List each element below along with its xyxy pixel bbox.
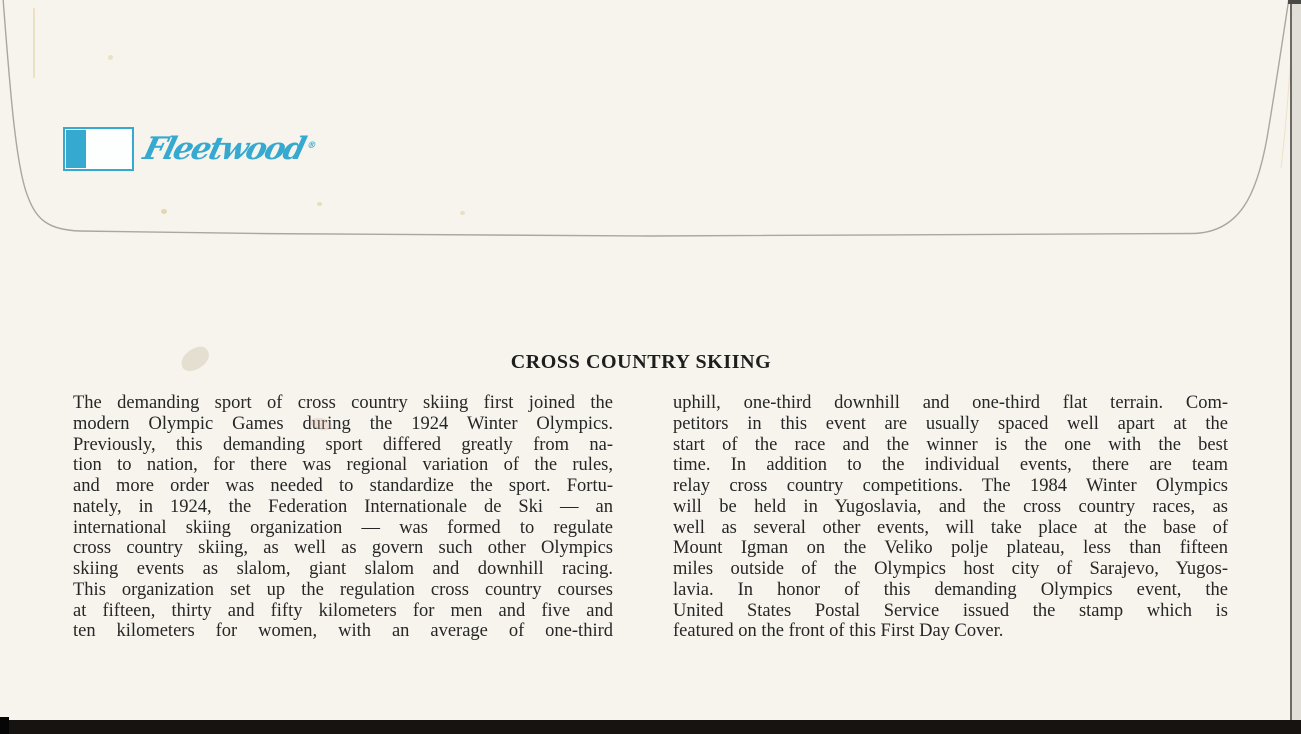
scan-speck bbox=[460, 211, 465, 215]
scan-bottom-edge bbox=[0, 720, 1301, 734]
article-line: start of the race and the winner is the one with the best bbox=[673, 434, 1228, 455]
scan-speck bbox=[33, 8, 35, 78]
article-line: at fifteen, thirty and fifty kilometers for men and five and bbox=[73, 600, 613, 621]
article-line: cross country skiing, as well as govern such other Olympics bbox=[73, 538, 613, 559]
article-line: miles outside of the Olympics host city of Sarajevo, Yugos- bbox=[673, 559, 1228, 579]
fleetwood-logo-wordmark bbox=[139, 130, 319, 167]
article-line: will be held in Yugoslavia, and the cross country races, as bbox=[673, 496, 1228, 517]
article-line: nately, in 1924, the Federation Internationale de Ski — an bbox=[73, 496, 613, 517]
fleetwood-logo bbox=[63, 127, 318, 171]
fleetwood-logo-fill bbox=[66, 130, 86, 168]
article-line: featured on the front of this First Day Cover. bbox=[673, 621, 1004, 642]
scan-speck bbox=[108, 55, 113, 60]
article-line: relay cross country competitions. The 1984 Winter Olympics bbox=[673, 476, 1228, 496]
article-column-left bbox=[73, 393, 613, 642]
article-line: international skiing organization — was formed to regulate bbox=[73, 517, 613, 538]
article-line: lavia. In honor of this demanding Olympics event, the bbox=[673, 579, 1228, 600]
article-line: time. In addition to the individual events, there are team bbox=[673, 455, 1228, 476]
registered-trademark: ® bbox=[305, 140, 318, 151]
article-line: tion to nation, for there was regional variation of the rules, bbox=[73, 455, 613, 476]
scan-speck bbox=[317, 202, 322, 206]
article-line: and more order was needed to standardize the sport. Fortu- bbox=[73, 476, 613, 496]
scan-top-right-corner bbox=[1288, 0, 1301, 4]
scan-right-edge bbox=[1290, 0, 1301, 734]
article-columns bbox=[73, 393, 1228, 653]
article-line: United States Postal Service issued the stamp which is bbox=[673, 600, 1228, 621]
article-column-right bbox=[673, 393, 1228, 642]
article-line: Mount Igman on the Veliko polje plateau, less than fifteen bbox=[673, 538, 1228, 559]
article-line: well as several other events, will take place at the base of bbox=[673, 517, 1228, 538]
article-title: CROSS COUNTRY SKIING bbox=[510, 351, 772, 373]
article-line: The demanding sport of cross country skiing first joined the bbox=[73, 393, 613, 413]
scan-speck bbox=[161, 209, 167, 214]
scan-bottom-left-corner bbox=[0, 717, 9, 734]
article-line: Previously, this demanding sport differed greatly from na- bbox=[73, 434, 613, 455]
article-line: petitors in this event are usually spaced well apart at the bbox=[673, 413, 1228, 434]
article-line: uphill, one-third downhill and one-third flat terrain. Com- bbox=[673, 393, 1228, 413]
article-line: This organization set up the regulation cross country courses bbox=[73, 579, 613, 600]
article-line: modern Olympic Games during the 1924 Winter Olympics. bbox=[73, 413, 613, 434]
article-line: skiing events as slalom, giant slalom and downhill racing. bbox=[73, 559, 613, 579]
article-line: ten kilometers for women, with an average of one-third bbox=[73, 621, 613, 642]
fleetwood-logo-mark bbox=[63, 127, 134, 171]
fleetwood-logo-text: Fleetwood bbox=[139, 130, 308, 167]
flap-crease-path bbox=[3, 0, 1289, 236]
